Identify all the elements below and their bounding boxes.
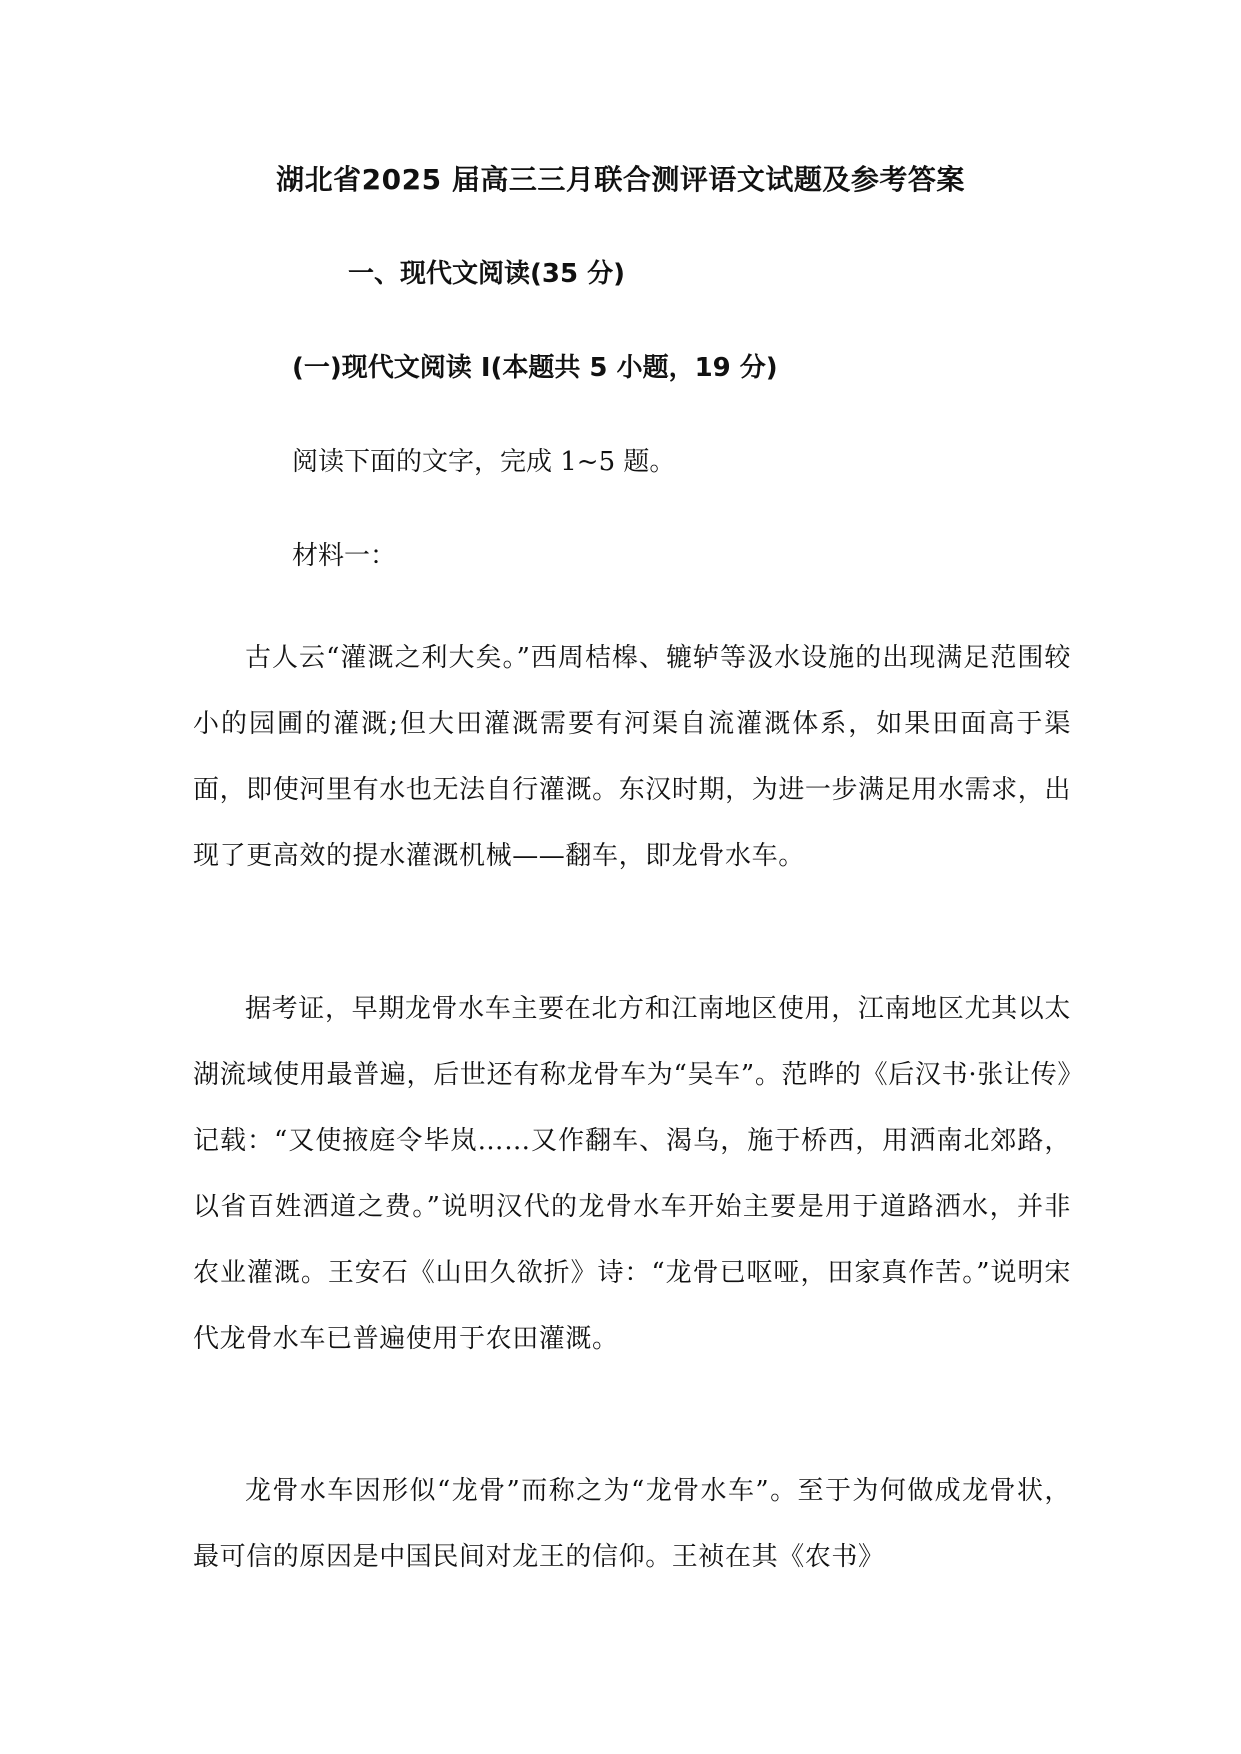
body-paragraph: 龙骨水车因形似“龙骨”而称之为“龙骨水车”。至于为何做成龙骨状，最可信的原因是中国民间对龙王的信仰。王祯在其《农书》	[193, 1476, 1071, 1572]
material-label: 材料一：	[292, 541, 397, 571]
section-heading: 一、现代文阅读(35 分)	[348, 259, 625, 289]
subsection-heading: (一)现代文阅读 I(本题共 5 小题，19 分)	[292, 353, 778, 383]
reading-instruction: 阅读下面的文字，完成 1~5 题。	[292, 447, 676, 477]
document-title: 湖北省2025 届高三三月联合测评语文试题及参考答案	[276, 163, 965, 196]
body-paragraph: 据考证，早期龙骨水车主要在北方和江南地区使用，江南地区尤其以太湖流域使用最普遍，后世还有称龙骨车为“吴车”。范晔的《后汉书·张让传》记载：“又使掖庭令毕岚……又作翻车、渴乌，施于桥西，用洒南北郊路，以省百姓洒道之费。”说明汉代的龙骨水车开始主要是用于道路洒水，并非农业灌溉。王安石《山田久欲折》诗：“龙骨已呕哑，田家真作苦。”说明宋代龙骨水车已普遍使用于农田灌溉。	[193, 994, 1071, 1354]
body-paragraph: 古人云“灌溉之利大矣。”西周桔槔、辘轳等汲水设施的出现满足范围较小的园圃的灌溉;但大田灌溉需要有河渠自流灌溉体系，如果田面高于渠面，即使河里有水也无法自行灌溉。东汉时期，为进一步满足用水需求，出现了更高效的提水灌溉机械——翻车，即龙骨水车。	[193, 643, 1071, 871]
